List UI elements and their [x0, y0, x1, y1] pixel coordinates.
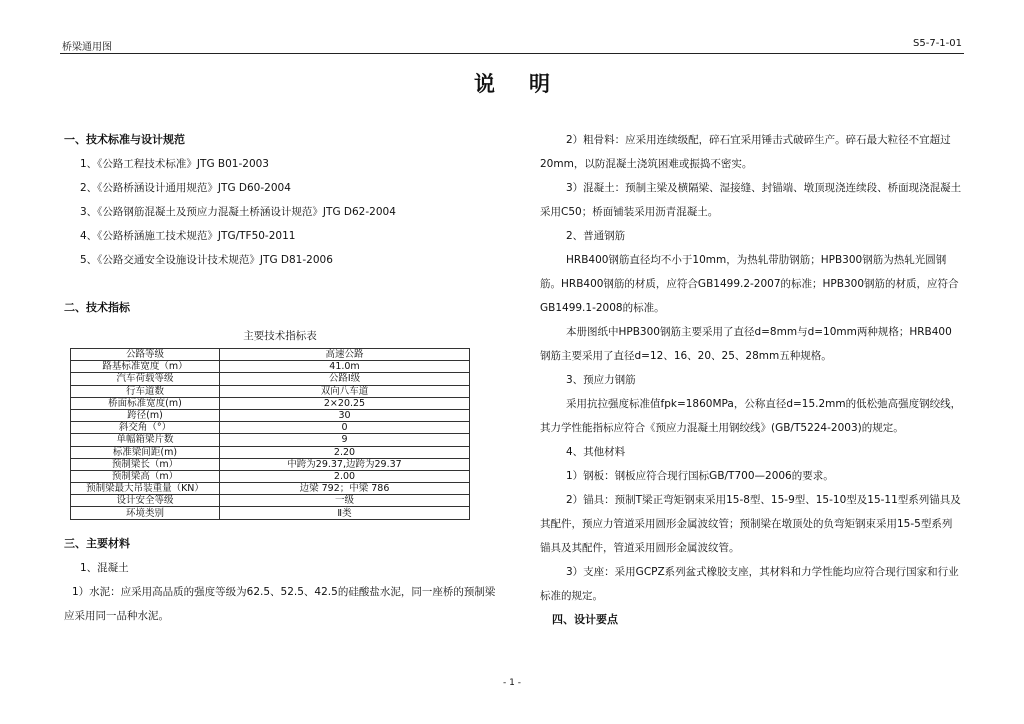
section-materials-heading: 三、主要材料 [64, 536, 130, 550]
concrete-heading: 1、混凝土 [80, 561, 129, 574]
page-title: 说明 [474, 72, 584, 96]
table-cell-value: 9 [220, 434, 470, 446]
concrete-paragraph: 3）混凝土：预制主梁及横隔梁、湿接缝、封锚端、墩顶现浇连续段、桥面现浇混凝土采用C50；桥面铺装采用沥青混凝土。 [540, 182, 962, 218]
header-rule [60, 53, 964, 54]
table-cell-label: 标准梁间距(m) [71, 446, 220, 458]
table-cell-value: 中跨为29.37,边跨为29.37 [220, 458, 470, 470]
rebar-heading: 2、普通钢筋 [566, 230, 626, 242]
table-cell-label: 预制梁长（m） [71, 458, 220, 470]
table-cell-value: 30 [220, 409, 470, 421]
section-standards-heading: 一、技术标准与设计规范 [64, 133, 185, 146]
prestress-paragraph: 采用抗拉强度标准值fpk=1860MPa，公称直径d=15.2mm的低松弛高强度钢绞线，其力学性能指标应符合《预应力混凝土用钢绞线》(GB/T5224-2003)的规定。 [540, 398, 962, 434]
table-cell-label: 跨径(m) [71, 409, 220, 421]
table-cell-label: 预制梁高（m） [71, 470, 220, 482]
section-tech-indicators-heading: 二、技术指标 [64, 301, 130, 314]
right-column [540, 128, 962, 632]
table-cell-label: 预制梁最大吊装重量（KN） [71, 483, 220, 495]
table-row [71, 434, 470, 446]
table-cell-value: 边梁 792；中梁 786 [220, 483, 470, 495]
table-cell-label: 桥面标准宽度(m) [71, 397, 220, 409]
header-drawing-number: S5-7-1-01 [913, 38, 962, 49]
table-cell-value: 41.0m [220, 361, 470, 373]
header-drawing-set: 桥梁通用图 [62, 42, 112, 53]
table-row [71, 409, 470, 421]
rebar-spec-paragraph: 本册图纸中HPB300钢筋主要采用了直径d=8mm与d=10mm两种规格；HRB400钢筋主要采用了直径d=12、16、20、25、28mm五种规格。 [540, 326, 952, 362]
table-row [71, 373, 470, 385]
table-cell-value: 2.00 [220, 470, 470, 482]
aggregate-paragraph: 2）粗骨料：应采用连续级配，碎石宜采用锤击式破碎生产。碎石最大粒径不宜超过20mm，以防混凝土浇筑困难或振捣不密实。 [540, 134, 951, 170]
table-row [71, 507, 470, 519]
prestress-heading: 3、预应力钢筋 [566, 374, 636, 386]
table-cell-value: 高速公路 [220, 349, 470, 361]
table-row [71, 483, 470, 495]
anchor-paragraph: 2）锚具：预制T梁正弯矩钢束采用15-8型、15-9型、15-10型及15-11型系列锚具及其配件，预应力管道采用圆形金属波纹管；预制梁在墩顶处的负弯矩钢束采用15-5型系列锚具及其配件，管道采用圆形金属波纹管。 [540, 494, 961, 554]
table-row [71, 458, 470, 470]
section-design-points-heading: 四、设计要点 [552, 613, 618, 626]
cement-paragraph: 1）水泥：应采用高品质的强度等级为62.5、52.5、42.5的硅酸盐水泥，同一座桥的预制梁应采用同一品种水泥。 [64, 585, 496, 622]
standard-item: 5、《公路交通安全设施设计技术规范》JTG D81-2006 [80, 254, 333, 266]
table-cell-label: 汽车荷载等级 [71, 373, 220, 385]
table-cell-value: 公路Ⅰ级 [220, 373, 470, 385]
table-row [71, 361, 470, 373]
standard-item: 1、《公路工程技术标准》JTG B01-2003 [80, 158, 269, 170]
table-cell-label: 斜交角（°） [71, 422, 220, 434]
rebar-paragraph: HRB400钢筋直径均不小于10mm，为热轧带肋钢筋；HPB300钢筋为热轧光圆钢筋。HRB400钢筋的材质，应符合GB1499.2-2007的标准；HPB300钢筋的材质，应符合GB1499.1-2008的标准。 [540, 254, 959, 314]
table-title: 主要技术指标表 [243, 330, 317, 342]
table-cell-label: 环境类别 [71, 507, 220, 519]
spacer [64, 272, 496, 296]
table-row [71, 470, 470, 482]
table-cell-label: 行车道数 [71, 385, 220, 397]
spec-table [70, 348, 470, 520]
standard-item: 3、《公路钢筋混凝土及预应力混凝土桥涵设计规范》JTG D62-2004 [80, 206, 396, 218]
table-cell-label: 公路等级 [71, 349, 220, 361]
left-column [64, 128, 496, 628]
table-cell-value: 2.20 [220, 446, 470, 458]
other-materials-heading: 4、其他材料 [566, 446, 626, 458]
page-number: - 1 - [503, 678, 521, 688]
table-row [71, 349, 470, 361]
bearing-paragraph: 3）支座：采用GCPZ系列盆式橡胶支座，其材料和力学性能均应符合现行国家和行业标准的规定。 [540, 566, 959, 602]
table-row [71, 422, 470, 434]
table-cell-value: 0 [220, 422, 470, 434]
standard-item: 2、《公路桥涵设计通用规范》JTG D60-2004 [80, 182, 291, 194]
spacer [64, 520, 496, 532]
table-cell-label: 单幅箱梁片数 [71, 434, 220, 446]
table-cell-value: 双向八车道 [220, 385, 470, 397]
table-row [71, 495, 470, 507]
table-cell-label: 设计安全等级 [71, 495, 220, 507]
standard-item: 4、《公路桥涵施工技术规范》JTG/TF50-2011 [80, 230, 296, 242]
table-row [71, 446, 470, 458]
table-cell-label: 路基标准宽度（m） [71, 361, 220, 373]
table-cell-value: 2×20.25 [220, 397, 470, 409]
table-cell-value: Ⅱ类 [220, 507, 470, 519]
table-cell-value: 一级 [220, 495, 470, 507]
table-row [71, 385, 470, 397]
table-row [71, 397, 470, 409]
steel-plate-paragraph: 1）钢板：钢板应符合现行国标GB/T700—2006的要求。 [566, 470, 834, 482]
